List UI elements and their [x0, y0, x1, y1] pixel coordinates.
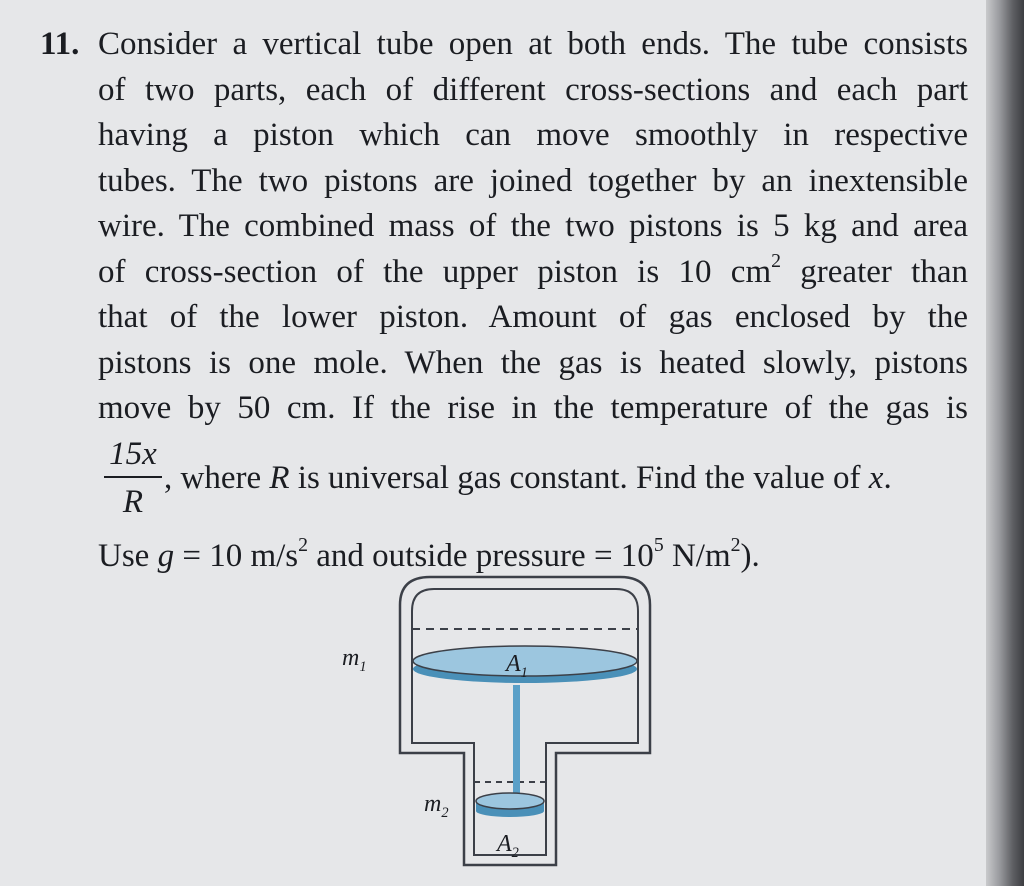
- question-text: [98, 22, 968, 579]
- m1-base: m: [342, 645, 360, 671]
- gas-constant-symbol: R: [269, 459, 290, 496]
- question-line-8: pistons is one mole. When the gas is heated slowly, pistons: [98, 344, 968, 381]
- question-line-2: of two parts, each of different cross-sections and each part: [98, 71, 968, 108]
- area-label-a1: [506, 651, 528, 681]
- fraction-denominator: R: [122, 483, 144, 520]
- a1-base: A: [506, 651, 521, 677]
- mass-label-m1: [342, 645, 367, 675]
- lower-piston-top: [476, 793, 544, 809]
- question-line-3: having a piston which can move smoothly in respective: [98, 117, 968, 153]
- question-number: 11.: [40, 26, 80, 62]
- cm-squared-exponent: 2: [771, 249, 781, 272]
- question-line-6: [98, 250, 968, 296]
- gravity-symbol: g: [157, 537, 175, 574]
- line6-tail: greater than: [781, 253, 969, 290]
- use-text-a: Use: [98, 537, 158, 574]
- question-line-1: Consider a vertical tube open at both ends. The tube consists: [98, 26, 968, 62]
- use-text-c: and outside pressure = 10: [308, 537, 654, 574]
- seconds-squared-exponent: 2: [298, 533, 309, 556]
- piston-tube-diagram: [330, 565, 670, 875]
- fraction-text-b: is universal gas constant. Find the value of: [289, 459, 869, 496]
- tube-svg: [330, 565, 670, 875]
- fraction-bar: [104, 476, 162, 478]
- fraction-trailing-text: [164, 456, 960, 501]
- fraction-line: [98, 434, 968, 534]
- area-label-a2: [497, 831, 519, 861]
- unknown-x-symbol: x: [868, 459, 884, 496]
- use-text-e: ).: [740, 537, 760, 574]
- fraction-text-a: , where: [164, 459, 270, 496]
- tube-outer-wall: [386, 753, 388, 865]
- a2-subscript: 2: [511, 844, 519, 861]
- question-line-9: move by 50 cm. If the rise in the temperature of the gas is: [98, 390, 968, 426]
- line6-text: of cross-section of the upper piston is 10 cm: [98, 253, 772, 290]
- pressure-exponent: 5: [653, 533, 664, 556]
- question-line-5: wire. The combined mass of the two pistons is 5 kg and area: [98, 208, 968, 244]
- use-text-d: N/m: [663, 537, 731, 574]
- m2-subscript: 2: [441, 804, 449, 821]
- m2-base: m: [424, 791, 442, 817]
- fraction-numerator: 15x: [109, 435, 157, 472]
- a1-subscript: 1: [520, 664, 528, 681]
- book-spine-shadow: [986, 0, 1024, 886]
- metre-squared-exponent: 2: [730, 533, 741, 556]
- a2-base: A: [497, 831, 512, 857]
- question-line-4: tubes. The two pistons are joined together by an inextensible: [98, 162, 968, 199]
- m1-subscript: 1: [359, 658, 367, 675]
- question-line-7: that of the lower piston. Amount of gas enclosed by the: [98, 299, 968, 335]
- fraction-text-end: .: [883, 459, 892, 496]
- mass-label-m2: [424, 791, 449, 821]
- temperature-fraction: [104, 434, 162, 522]
- connecting-wire: [513, 685, 520, 805]
- use-text-b: = 10 m/s: [174, 537, 299, 574]
- tube-outer-outline: [400, 577, 650, 865]
